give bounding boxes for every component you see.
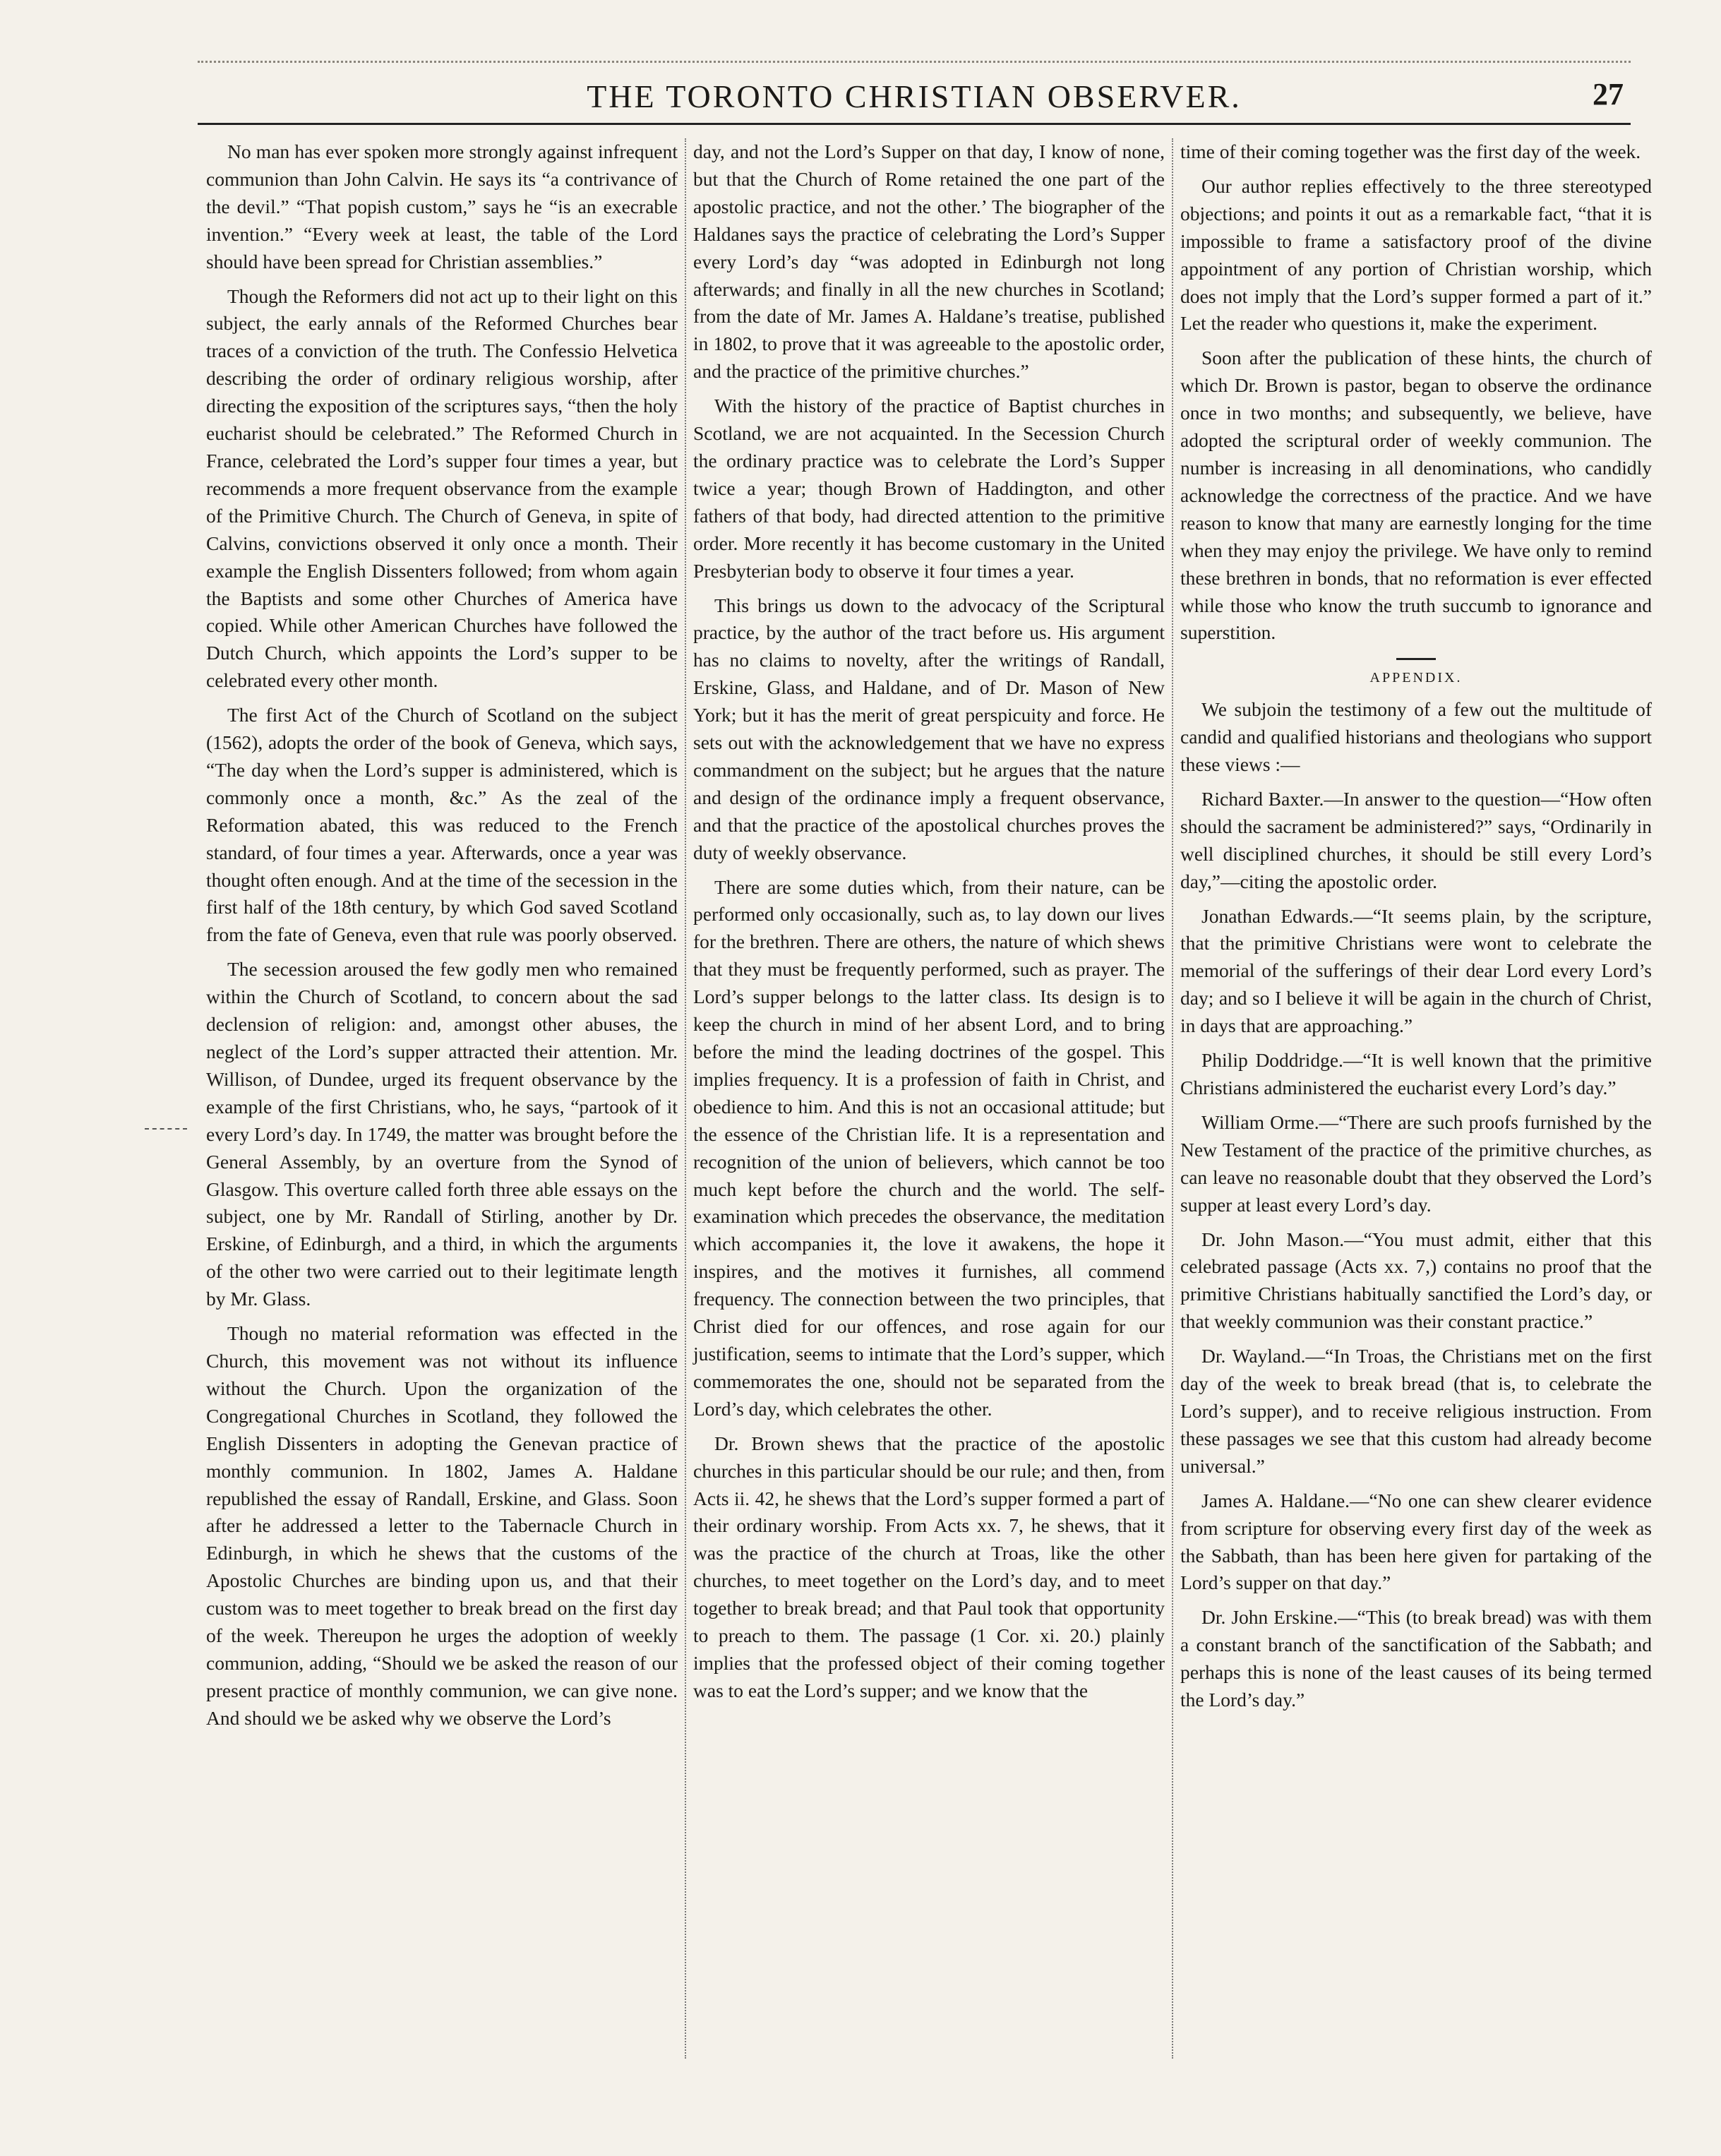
paragraph: This brings us down to the advocacy of the Scriptural practice, by the author of the tract before us. His argument has no claims to novelty, after the writings of Randall, Erskine, Glass, and Haldane, and of Dr. Mason of New York; but it has the merit of great perspicuity and force. He sets out with the acknowledgement that we have no express commandment on the subject; but he argues that the nature and design of the ordinance imply a frequent observance, and that the practice of the apostolical churches proves the duty of weekly observance. (693, 594, 1165, 863)
paragraph: With the history of the practice of Baptist churches in Scotland, we are not acquainted. In the Secession Church the ordinary practice was to celebrate the Lord’s Supper twice a year; though Brown of Haddington, and other fathers of that body, had directed attention to the primitive order. More recently it has become customary in the United Presbyterian body to observe it four times a year. (693, 395, 1165, 582)
paragraph: time of their coming together was the first day of the week. (1180, 140, 1641, 162)
testimony: Richard Baxter.—In answer to the question—“How often should the sacrament be administered?” says, “Ordinarily in well disciplined churches, it should be still every Lord’s day,”—citing the apostolic order. (1180, 787, 1652, 892)
appendix-heading: APPENDIX. (1369, 670, 1463, 686)
margin-mark (145, 1128, 187, 1130)
paragraph: The first Act of the Church of Scotland on the subject (1562), adopts the order of the book of Geneva, which says, “The day when the Lord’s supper is administered, which is commonly once a month, &c.” As the zeal of the Reformation abated, this was reduced to the French standard, of four times a year. Afterwards, once a year was thought often enough. And at the time of the secession in the first half of the 18th century, by which God saved Scotland from the fate of Geneva, even that rule was poorly observed. (206, 704, 678, 946)
paragraph: We subjoin the testimony of a few out the multitude of candid and qualified historians and theologians who support these views :— (1180, 698, 1652, 776)
journal-title: THE TORONTO CHRISTIAN OBSERVER. (587, 78, 1242, 114)
column-1 (206, 138, 678, 1739)
testimony: William Orme.—“There are such proofs furnished by the New Testament of the practice of the primitive churches, as can leave no reasonable doubt that they observed the Lord’s supper at least every Lord’s day. (1180, 1110, 1652, 1216)
paragraph: Though no material reformation was effected in the Church, this movement was not without its influence without the Church. Upon the organization of the Congregational Churches in Scotland, they followed the English Dissenters in adopting the Genevan practice of monthly communion. In 1802, James A. Haldane republished the essay of Randall, Erskine, and Glass. Soon after he addressed a letter to the Tabernacle Church in Edinburgh, in which he shews that the customs of the Apostolic Churches are binding upon us, and that their custom was to meet together to break bread on the first day of the week. Thereupon he urges the adoption of weekly communion, adding, “Should we be asked the reason of our present practice of monthly communion, we can give none. And should we be asked why we observe the Lord’s (206, 1322, 678, 1729)
column-3 (1180, 138, 1652, 1721)
page-number: 27 (1593, 77, 1624, 112)
paragraph: Dr. Brown shews that the practice of the apostolic churches in this particular should be our rule; and then, from Acts ii. 42, he shews that the Lord’s supper formed a part of their ordinary worship. From Acts xx. 7, he shews, that it was the practice of the church at Troas, like the other churches, to meet together on the Lord’s day, and to meet together to break bread; and that Paul took that opportunity to preach to them. The passage (1 Cor. xi. 20.) plainly implies that the professed object of their coming together was to eat the Lord’s supper; and we know that the (693, 1432, 1165, 1701)
testimony: Philip Doddridge.—“It is well known that the primitive Christians administered the eucharist every Lord’s day.” (1180, 1049, 1652, 1098)
paragraph: The secession aroused the few godly men who remained within the Church of Scotland, to concern about the sad declension of religion: and, amongst other abuses, the neglect of the Lord’s supper attracted their attention. Mr. Willison, of Dundee, urged its frequent observance by the example of the first Christians, who, he says, “partook of it every Lord’s day. In 1749, the matter was brought before the General Assembly, by an overture from the Synod of Glasgow. This overture called forth three able essays on the subject, one by Mr. Randall of Stirling, another by Dr. Erskine, of Edinburgh, and a third, in which the arguments of the other two were carried out to their legitimate length by Mr. Glass. (206, 958, 678, 1310)
testimony: James A. Haldane.—“No one can shew clearer evidence from scripture for observing every first day of the week as the Sabbath, than has been here given for partaking of the Lord’s supper on that day.” (1180, 1489, 1652, 1594)
paragraph: day, and not the Lord’s Supper on that day, I know of none, but that the Church of Rome retained the one part of the apostolic practice, and not the other.’ The biographer of the Haldanes says the practice of celebrating the Lord’s Supper every Lord’s day “was adopted in Edinburgh not long afterwards; and finally in all the new churches in Scotland; from the date of Mr. James A. Haldane’s treatise, published in 1802, to prove that it was agreeable to the apostolic order, and the practice of the primitive churches.” (693, 140, 1165, 383)
testimony: Dr. Wayland.—“In Troas, the Christians met on the first day of the week to break bread (that is, to celebrate the Lord’s supper), and to receive religious instruction. From these passages we see that this custom had already become universal.” (1180, 1345, 1652, 1477)
paragraph: Soon after the publication of these hints, the church of which Dr. Brown is pastor, began to observe the ordinance once in two months; and subsequently, we believe, have adopted the scriptural order of weekly communion. The number is increasing in all denominations, who candidly acknowledge the correctness of the practice. And we have reason to know that many are earnestly longing for the time when they may enjoy the privilege. We have only to remind these brethren in bonds, that no reformation is ever effected while those who know the truth succumb to ignorance and superstition. (1180, 347, 1652, 644)
testimony: Dr. John Mason.—“You must admit, either that this celebrated passage (Acts xx. 7,) contains no proof that the primitive Christians habitually sanctified the Lord’s day, or that weekly communion was their constant practice.” (1180, 1228, 1652, 1333)
column-2 (693, 138, 1165, 1712)
page-header (198, 73, 1631, 125)
testimony: Jonathan Edwards.—“It seems plain, by the scripture, that the primitive Christians were wont to celebrate the memorial of the sufferings of their dear Lord every Lord’s day; and so I believe it will be again in the church of Christ, in days that are approaching.” (1180, 904, 1652, 1037)
print-border (198, 61, 1631, 66)
paragraph: There are some duties which, from their nature, can be performed only occasionally, such as, to lay down our lives for the brethren. There are others, the nature of which shews that they must be frequently performed, such as prayer. The Lord’s supper belongs to the latter class. Its design is to keep the church in mind of her absent Lord, and to bring before the mind the leading doctrines of the gospel. This implies frequency. It is a profession of faith in Christ, and obedience to him. And this is not an occasional attitude; but the essence of the Christian life. It is a representation and recognition of the union of believers, which cannot be too much kept before the church and the world. The self-examination which precedes the observance, the meditation which accompanies it, the love it awakens, the hope it inspires, and the motives it furnishes, all commend frequency. The connection between the two principles, that Christ died for our offences, and rose again for our justification, seems to intimate that the Lord’s supper, which commemorates the one, should not be separated from the Lord’s day, which celebrates the other. (693, 875, 1165, 1420)
paragraph: Though the Reformers did not act up to their light on this subject, the early annals of the Reformed Churches bear traces of a conviction of the truth. The Confessio Helvetica describing the order of ordinary religious worship, after directing the exposition of the scriptures says, “then the holy eucharist should be celebrated.” The Reformed Church in France, celebrated the Lord’s supper four times a year, but recommends a more frequent observance from the example of the Primitive Church. The Church of Geneva, in spite of Calvins, convictions observed it only once a month. Their example the English Dissenters followed; from whom again the Baptists and some other Churches of America have copied. While other American Churches have followed the Dutch Church, which appoints the Lord’s supper to be celebrated every other month. (206, 285, 678, 692)
testimony: Dr. John Erskine.—“This (to break bread) was with them a constant branch of the sanctification of the Sabbath; and perhaps this is none of the least causes of its being termed the Lord’s day.” (1180, 1606, 1652, 1711)
section-rule (1396, 658, 1436, 660)
column-divider (685, 138, 686, 2059)
paragraph: Our author replies effectively to the three stereotyped objections; and points it out as a remarkable fact, “that it is impossible to frame a satisfactory proof of the divine appointment of any portion of Christian worship, which does not imply that the Lord’s supper formed a part of it.” Let the reader who questions it, make the experiment. (1180, 174, 1652, 335)
paragraph: No man has ever spoken more strongly against infrequent communion than John Calvin. He says its “a contrivance of the devil.” “That popish custom,” says he “is an execrable invention.” “Every week at least, the table of the Lord should have been spread for Christian assemblies.” (206, 140, 678, 273)
column-divider (1172, 138, 1173, 2059)
